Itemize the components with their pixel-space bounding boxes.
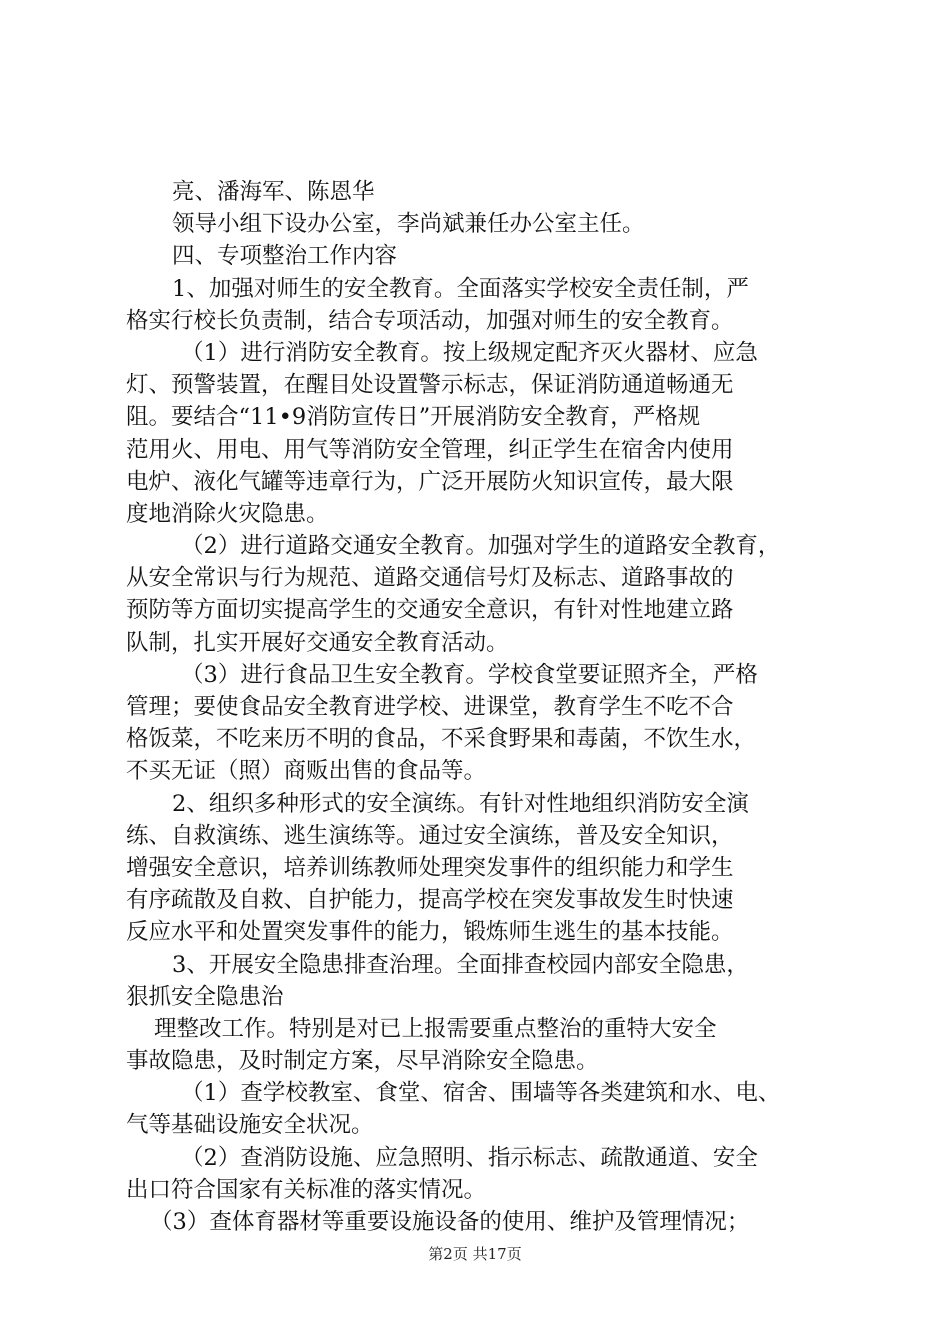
text-line: 亮、潘海军、陈恩华 [172, 179, 375, 205]
text-line: 2、组织多种形式的安全演练。有针对性地组织消防安全演 [172, 790, 749, 817]
text-line: 有序疏散及自救、自护能力，提高学校在突发事故发生时快速 [126, 887, 734, 914]
text-line: （1）进行消防安全教育。按上级规定配齐灭火器材、应急 [181, 339, 758, 366]
text-line: （3）查体育器材等重要设施设备的使用、维护及管理情况； [150, 1209, 750, 1235]
text-line: 电炉、液化气罐等违章行为，广泛开展防火知识宣传，最大限 [126, 468, 734, 495]
text-line: 增强安全意识，培养训练教师处理突发事件的组织能力和学生 [126, 854, 734, 881]
text-line: 不买无证（照）商贩出售的食品等。 [126, 758, 487, 785]
text-line: 度地消除火灾隐患。 [126, 500, 329, 527]
section-heading: 四、专项整治工作内容 [172, 243, 398, 270]
text-line: 灯、预警装置，在醒目处设置警示标志，保证消防通道畅通无 [126, 372, 734, 399]
text-line: 预防等方面切实提高学生的交通安全意识，有针对性地建立路 [126, 597, 734, 624]
text-line: （1）查学校教室、食堂、宿舍、围墙等各类建筑和水、电、 [181, 1080, 781, 1107]
text-line: （2）进行道路交通安全教育。加强对学生的道路安全教育， [181, 533, 781, 560]
text-line: 理整改工作。特别是对已上报需要重点整治的重特大安全 [154, 1015, 717, 1042]
text-line: 1、加强对师生的安全教育。全面落实学校安全责任制，严 [172, 275, 749, 302]
text-line: 出口符合国家有关标准的落实情况。 [126, 1176, 487, 1203]
text-line: 队制，扎实开展好交通安全教育活动。 [126, 629, 509, 656]
text-line: 狠抓安全隐患治 [126, 983, 284, 1010]
text-line: 从安全常识与行为规范、道路交通信号灯及标志、道路事故的 [126, 565, 734, 592]
text-line: 格饭菜，不吃来历不明的食品，不采食野果和毒菌，不饮生水， [126, 726, 757, 753]
text-line: 事故隐患，及时制定方案，尽早消除安全隐患。 [126, 1048, 599, 1075]
text-line: 练、自救演练、逃生演练等。通过安全演练，普及安全知识， [126, 822, 734, 849]
page-footer: 第2页 共17页 [428, 1245, 522, 1263]
text-line: 反应水平和处置突发事件的能力，锻炼师生逃生的基本技能。 [126, 919, 734, 946]
text-line: 格实行校长负责制，结合专项活动，加强对师生的安全教育。 [126, 307, 734, 334]
document-body [126, 176, 846, 1238]
text-line: 管理；要使食品安全教育进学校、进课堂，教育学生不吃不合 [126, 694, 734, 720]
text-line: （2）查消防设施、应急照明、指示标志、疏散通道、安全 [181, 1144, 758, 1171]
text-line: 气等基础设施安全状况。 [126, 1112, 374, 1139]
text-line: 领导小组下设办公室，李尚斌兼任办公室主任。 [172, 211, 645, 238]
text-line: 范用火、用电、用气等消防安全管理，纠正学生在宿舍内使用 [126, 436, 734, 463]
text-line: （3）进行食品卫生安全教育。学校食堂要证照齐全，严格 [181, 661, 758, 688]
text-line: 3、开展安全隐患排查治理。全面排查校园内部安全隐患， [172, 951, 749, 978]
text-line: 阻。要结合“11•9消防宣传日”开展消防安全教育，严格规 [126, 404, 701, 431]
